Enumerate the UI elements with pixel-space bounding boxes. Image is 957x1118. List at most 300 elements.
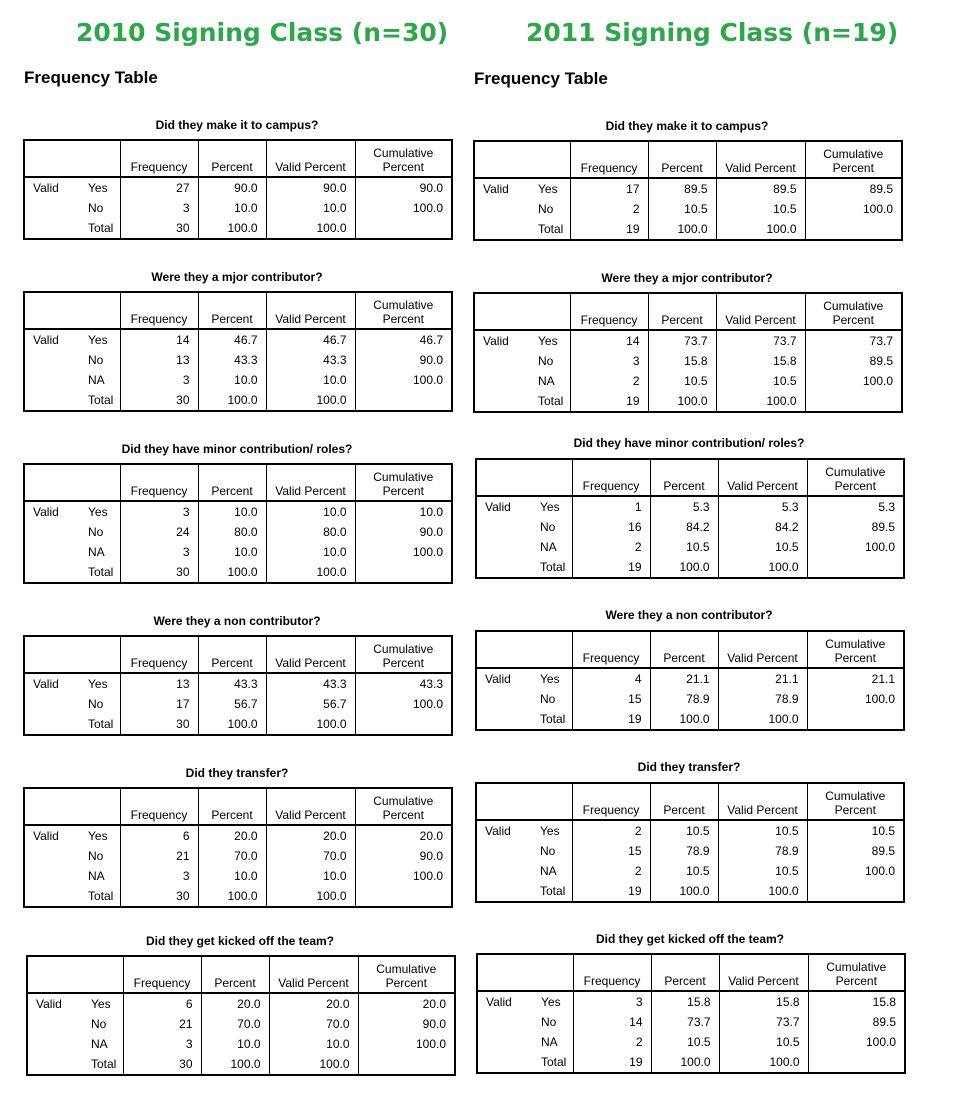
cumulative-percent-cell (358, 1054, 455, 1075)
cumulative-percent-cell: 89.5 (808, 1012, 905, 1032)
table-caption: Did they get kicked off the team? (145, 934, 335, 948)
table-row (24, 714, 452, 735)
row-category-label: Yes (540, 500, 560, 514)
cumulative-percent-cell: 89.5 (805, 351, 902, 371)
row-group-label (24, 390, 78, 411)
table-caption: Did they make it to campus? (155, 118, 319, 132)
frequency-table (476, 953, 906, 1074)
percent-cell: 10.5 (650, 820, 718, 841)
row-group-label: Valid (485, 824, 511, 838)
table-row (24, 866, 452, 886)
row-category-label: No (88, 849, 104, 863)
table-row (24, 329, 452, 350)
table-header-row (476, 783, 904, 820)
percent-cell: 100.0 (198, 714, 266, 735)
header-cumulative-line2: Percent (834, 803, 876, 817)
row-group-label (24, 350, 78, 370)
frequency-table (23, 291, 453, 412)
header-blank-cell (24, 636, 120, 673)
percent-cell: 10.0 (198, 370, 266, 390)
valid-percent-cell: 100.0 (266, 562, 355, 583)
frequency-cell: 1 (572, 496, 650, 517)
frequency-table (23, 787, 453, 908)
frequency-cell: 30 (120, 218, 198, 239)
valid-percent-cell: 100.0 (718, 881, 807, 902)
row-category-label: Total (88, 889, 114, 903)
header-valid-percent: Valid Percent (266, 140, 355, 177)
cumulative-percent-cell: 100.0 (805, 199, 902, 219)
header-frequency: Frequency (570, 141, 648, 178)
valid-percent-cell: 10.0 (269, 1034, 358, 1054)
row-group-label (27, 1034, 81, 1054)
row-group-label (24, 866, 78, 886)
percent-cell: 100.0 (650, 557, 718, 578)
row-group-label: Valid (485, 500, 511, 514)
header-valid-percent: Valid Percent (716, 141, 805, 178)
valid-percent-cell: 10.0 (266, 866, 355, 886)
percent-cell: 100.0 (648, 219, 716, 240)
percent-cell: 15.8 (648, 351, 716, 371)
frequency-table (26, 955, 456, 1076)
frequency-table (23, 139, 453, 240)
frequency-cell: 17 (120, 694, 198, 714)
table-header-row (27, 956, 455, 993)
valid-percent-cell: 100.0 (266, 218, 355, 239)
row-category-label: Total (88, 393, 114, 407)
row-group-label (476, 881, 530, 902)
cumulative-percent-cell: 100.0 (355, 542, 452, 562)
frequency-cell: 17 (570, 178, 648, 199)
table-row (24, 522, 452, 542)
valid-percent-cell: 10.0 (266, 370, 355, 390)
percent-cell: 10.5 (650, 537, 718, 557)
header-frequency: Frequency (120, 464, 198, 501)
header-cumulative-line1: Cumulative (373, 642, 434, 656)
valid-percent-cell: 100.0 (266, 714, 355, 735)
percent-cell: 10.0 (198, 198, 266, 218)
table-row (27, 1014, 455, 1034)
row-group-label: Valid (33, 505, 59, 519)
valid-percent-cell: 10.5 (716, 371, 805, 391)
row-group-label (24, 562, 78, 583)
percent-cell: 80.0 (198, 522, 266, 542)
table-row (27, 1034, 455, 1054)
row-group-label (474, 371, 528, 391)
valid-percent-cell: 100.0 (266, 390, 355, 411)
percent-cell: 89.5 (648, 178, 716, 199)
row-category-label: Yes (88, 505, 108, 519)
header-cumulative-line2: Percent (832, 161, 874, 175)
header-cumulative-percent (807, 459, 904, 496)
header-cumulative-line1: Cumulative (823, 299, 884, 313)
cumulative-percent-cell: 20.0 (355, 825, 452, 846)
row-category-label: Total (540, 712, 566, 726)
row-group-label (27, 1054, 81, 1075)
header-cumulative-percent (355, 140, 452, 177)
header-blank-cell (476, 783, 572, 820)
valid-percent-cell: 46.7 (266, 329, 355, 350)
percent-cell: 100.0 (648, 391, 716, 412)
header-blank-cell (27, 956, 123, 993)
row-category-label: No (88, 525, 104, 539)
row-group-label (476, 861, 530, 881)
header-cumulative-line2: Percent (382, 808, 424, 822)
table-row (24, 542, 452, 562)
table-row (476, 496, 904, 517)
frequency-table (23, 463, 453, 584)
cumulative-percent-cell: 73.7 (805, 330, 902, 351)
header-blank-cell (24, 788, 120, 825)
valid-percent-cell: 100.0 (719, 1052, 808, 1073)
table-row (24, 390, 452, 411)
cumulative-percent-cell: 89.5 (805, 178, 902, 199)
frequency-cell: 2 (572, 537, 650, 557)
row-group-label (476, 709, 530, 730)
header-valid-percent: Valid Percent (718, 783, 807, 820)
header-cumulative-line1: Cumulative (376, 962, 437, 976)
header-cumulative-line2: Percent (382, 484, 424, 498)
valid-percent-cell: 10.5 (716, 199, 805, 219)
cumulative-percent-cell: 10.0 (355, 501, 452, 522)
percent-cell: 10.0 (198, 866, 266, 886)
row-category-label: Total (541, 1055, 567, 1069)
frequency-table-heading-2011: Frequency Table (474, 69, 608, 88)
header-valid-percent: Valid Percent (269, 956, 358, 993)
header-cumulative-line2: Percent (834, 651, 876, 665)
row-category-label: No (541, 1015, 557, 1029)
row-group-label (474, 219, 528, 240)
percent-cell: 78.9 (650, 689, 718, 709)
cumulative-percent-cell: 100.0 (355, 370, 452, 390)
percent-cell: 20.0 (198, 825, 266, 846)
table-caption: Did they have minor contribution/ roles? (573, 436, 805, 450)
percent-cell: 10.0 (198, 501, 266, 522)
percent-cell: 78.9 (650, 841, 718, 861)
header-cumulative-line2: Percent (832, 313, 874, 327)
percent-cell: 10.0 (198, 542, 266, 562)
row-category-label: NA (88, 869, 105, 883)
row-category-label: NA (88, 373, 105, 387)
header-valid-percent: Valid Percent (716, 293, 805, 330)
valid-percent-cell: 56.7 (266, 694, 355, 714)
row-group-label: Valid (33, 333, 59, 347)
row-group-label: Valid (33, 829, 59, 843)
row-category-label: No (540, 520, 556, 534)
valid-percent-cell: 10.5 (718, 861, 807, 881)
header-frequency: Frequency (120, 292, 198, 329)
percent-cell: 100.0 (650, 881, 718, 902)
valid-percent-cell: 78.9 (718, 689, 807, 709)
cumulative-percent-cell: 100.0 (355, 198, 452, 218)
frequency-cell: 21 (123, 1014, 201, 1034)
table-row (476, 517, 904, 537)
frequency-cell: 13 (120, 350, 198, 370)
percent-cell: 5.3 (650, 496, 718, 517)
frequency-cell: 27 (120, 177, 198, 198)
cumulative-percent-cell: 89.5 (807, 841, 904, 861)
row-group-label: Valid (486, 995, 512, 1009)
frequency-cell: 30 (120, 562, 198, 583)
table-row (474, 371, 902, 391)
valid-percent-cell: 70.0 (266, 846, 355, 866)
row-group-label (477, 1052, 531, 1073)
header-cumulative-line1: Cumulative (826, 960, 887, 974)
cumulative-percent-cell (355, 886, 452, 907)
row-category-label: Total (538, 222, 564, 236)
row-category-label: Yes (88, 677, 108, 691)
frequency-cell: 14 (573, 1012, 651, 1032)
cumulative-percent-cell: 90.0 (355, 522, 452, 542)
frequency-cell: 3 (120, 501, 198, 522)
header-percent: Percent (648, 293, 716, 330)
cumulative-percent-cell: 10.5 (807, 820, 904, 841)
cumulative-percent-cell: 100.0 (807, 537, 904, 557)
header-blank-cell (24, 464, 120, 501)
frequency-cell: 3 (120, 866, 198, 886)
table-header-row (474, 293, 902, 330)
table-caption: Did they have minor contribution/ roles? (121, 442, 353, 456)
row-category-label: NA (540, 864, 557, 878)
table-caption: Were they a non contributor? (605, 608, 773, 622)
row-category-label: NA (541, 1035, 558, 1049)
cumulative-percent-cell: 43.3 (355, 673, 452, 694)
valid-percent-cell: 10.5 (718, 537, 807, 557)
cumulative-percent-cell: 100.0 (355, 866, 452, 886)
row-group-label (24, 522, 78, 542)
valid-percent-cell: 43.3 (266, 350, 355, 370)
cumulative-percent-cell (805, 219, 902, 240)
row-category-label: No (538, 354, 554, 368)
table-row (476, 537, 904, 557)
header-cumulative-percent (805, 293, 902, 330)
table-row (476, 668, 904, 689)
cumulative-percent-cell: 90.0 (355, 846, 452, 866)
frequency-cell: 2 (570, 371, 648, 391)
frequency-cell: 19 (572, 881, 650, 902)
percent-cell: 10.5 (651, 1032, 719, 1052)
frequency-cell: 2 (572, 820, 650, 841)
table-row (27, 993, 455, 1014)
row-category-label: Total (538, 394, 564, 408)
valid-percent-cell: 70.0 (269, 1014, 358, 1034)
header-cumulative-line1: Cumulative (373, 146, 434, 160)
row-group-label (476, 517, 530, 537)
frequency-cell: 2 (573, 1032, 651, 1052)
table-row (474, 391, 902, 412)
cumulative-percent-cell (355, 218, 452, 239)
row-group-label: Valid (33, 677, 59, 691)
table-header-row (24, 292, 452, 329)
row-group-label (476, 557, 530, 578)
percent-cell: 100.0 (198, 390, 266, 411)
table-row (24, 501, 452, 522)
table-header-row (477, 954, 905, 991)
table-header-row (24, 464, 452, 501)
row-group-label: Valid (485, 672, 511, 686)
header-blank-cell (477, 954, 573, 991)
cumulative-percent-cell: 100.0 (807, 861, 904, 881)
valid-percent-cell: 73.7 (719, 1012, 808, 1032)
table-caption: Were they a non contributor? (153, 614, 321, 628)
valid-percent-cell: 10.0 (266, 198, 355, 218)
row-category-label: Yes (541, 995, 561, 1009)
table-caption: Were they a mjor contributor? (151, 270, 323, 284)
cumulative-percent-cell: 90.0 (358, 1014, 455, 1034)
frequency-table-heading-2010: Frequency Table (24, 68, 158, 87)
frequency-table (475, 458, 905, 579)
valid-percent-cell: 80.0 (266, 522, 355, 542)
header-frequency: Frequency (572, 631, 650, 668)
row-group-label (24, 846, 78, 866)
header-blank-cell (476, 459, 572, 496)
table-row (477, 1032, 905, 1052)
header-valid-percent: Valid Percent (266, 292, 355, 329)
row-group-label: Valid (483, 334, 509, 348)
frequency-cell: 6 (120, 825, 198, 846)
valid-percent-cell: 89.5 (716, 178, 805, 199)
valid-percent-cell: 100.0 (266, 886, 355, 907)
percent-cell: 100.0 (650, 709, 718, 730)
table-row (24, 886, 452, 907)
row-category-label: Yes (540, 824, 560, 838)
row-group-label (474, 199, 528, 219)
cumulative-percent-cell (807, 557, 904, 578)
percent-cell: 70.0 (198, 846, 266, 866)
cumulative-percent-cell: 89.5 (807, 517, 904, 537)
header-cumulative-line1: Cumulative (373, 470, 434, 484)
percent-cell: 100.0 (198, 218, 266, 239)
header-valid-percent: Valid Percent (718, 459, 807, 496)
header-cumulative-percent (355, 788, 452, 825)
valid-percent-cell: 43.3 (266, 673, 355, 694)
percent-cell: 90.0 (198, 177, 266, 198)
header-percent: Percent (198, 140, 266, 177)
row-category-label: No (538, 202, 554, 216)
header-frequency: Frequency (572, 459, 650, 496)
header-cumulative-percent (355, 292, 452, 329)
valid-percent-cell: 73.7 (716, 330, 805, 351)
row-category-label: No (91, 1017, 107, 1031)
header-cumulative-line2: Percent (382, 160, 424, 174)
percent-cell: 70.0 (201, 1014, 269, 1034)
row-group-label (24, 218, 78, 239)
cumulative-percent-cell: 90.0 (355, 177, 452, 198)
frequency-cell: 6 (123, 993, 201, 1014)
valid-percent-cell: 15.8 (719, 991, 808, 1012)
valid-percent-cell: 84.2 (718, 517, 807, 537)
header-percent: Percent (198, 464, 266, 501)
table-row (24, 177, 452, 198)
frequency-table (473, 292, 903, 413)
table-row (24, 370, 452, 390)
header-cumulative-line2: Percent (382, 312, 424, 326)
table-row (24, 846, 452, 866)
header-frequency: Frequency (120, 140, 198, 177)
frequency-cell: 15 (572, 841, 650, 861)
percent-cell: 100.0 (198, 886, 266, 907)
valid-percent-cell: 10.5 (718, 820, 807, 841)
cumulative-percent-cell: 100.0 (807, 689, 904, 709)
frequency-cell: 30 (120, 714, 198, 735)
frequency-cell: 19 (573, 1052, 651, 1073)
table-header-row (474, 141, 902, 178)
valid-percent-cell: 100.0 (718, 709, 807, 730)
header-percent: Percent (650, 459, 718, 496)
header-blank-cell (24, 292, 120, 329)
table-caption: Did they transfer? (185, 766, 289, 780)
row-category-label: NA (540, 540, 557, 554)
cumulative-percent-cell: 100.0 (355, 694, 452, 714)
header-valid-percent: Valid Percent (266, 636, 355, 673)
row-category-label: Total (88, 717, 114, 731)
frequency-cell: 3 (570, 351, 648, 371)
percent-cell: 43.3 (198, 673, 266, 694)
cumulative-percent-cell: 46.7 (355, 329, 452, 350)
table-header-row (476, 631, 904, 668)
row-group-label (24, 694, 78, 714)
frequency-table (475, 630, 905, 731)
frequency-cell: 2 (572, 861, 650, 881)
row-group-label (476, 841, 530, 861)
cumulative-percent-cell: 100.0 (805, 371, 902, 391)
percent-cell: 10.0 (201, 1034, 269, 1054)
table-header-row (476, 459, 904, 496)
row-group-label (476, 689, 530, 709)
row-category-label: NA (538, 374, 555, 388)
table-row (476, 861, 904, 881)
table-row (476, 881, 904, 902)
row-group-label (476, 537, 530, 557)
cumulative-percent-cell: 21.1 (807, 668, 904, 689)
cumulative-percent-cell (807, 709, 904, 730)
table-row (476, 557, 904, 578)
percent-cell: 100.0 (651, 1052, 719, 1073)
percent-cell: 10.5 (650, 861, 718, 881)
row-category-label: No (88, 201, 104, 215)
table-header-row (24, 140, 452, 177)
row-category-label: Yes (540, 672, 560, 686)
table-row (474, 178, 902, 199)
table-row (476, 820, 904, 841)
header-percent: Percent (650, 783, 718, 820)
frequency-cell: 19 (572, 557, 650, 578)
table-header-row (24, 788, 452, 825)
table-row (24, 673, 452, 694)
cumulative-percent-cell (355, 714, 452, 735)
cumulative-percent-cell: 20.0 (358, 993, 455, 1014)
row-category-label: Yes (538, 182, 558, 196)
header-cumulative-line1: Cumulative (825, 789, 886, 803)
valid-percent-cell: 90.0 (266, 177, 355, 198)
cumulative-percent-cell: 5.3 (807, 496, 904, 517)
frequency-table (475, 782, 905, 903)
cumulative-percent-cell (355, 390, 452, 411)
valid-percent-cell: 100.0 (716, 391, 805, 412)
header-cumulative-line1: Cumulative (373, 794, 434, 808)
header-cumulative-percent (807, 783, 904, 820)
frequency-cell: 3 (120, 542, 198, 562)
table-caption: Did they transfer? (637, 760, 741, 774)
frequency-cell: 2 (570, 199, 648, 219)
table-header-row (24, 636, 452, 673)
row-category-label: Yes (88, 181, 108, 195)
header-blank-cell (476, 631, 572, 668)
row-group-label: Valid (483, 182, 509, 196)
row-group-label (24, 370, 78, 390)
table-row (477, 991, 905, 1012)
header-valid-percent: Valid Percent (266, 788, 355, 825)
table-row (476, 841, 904, 861)
